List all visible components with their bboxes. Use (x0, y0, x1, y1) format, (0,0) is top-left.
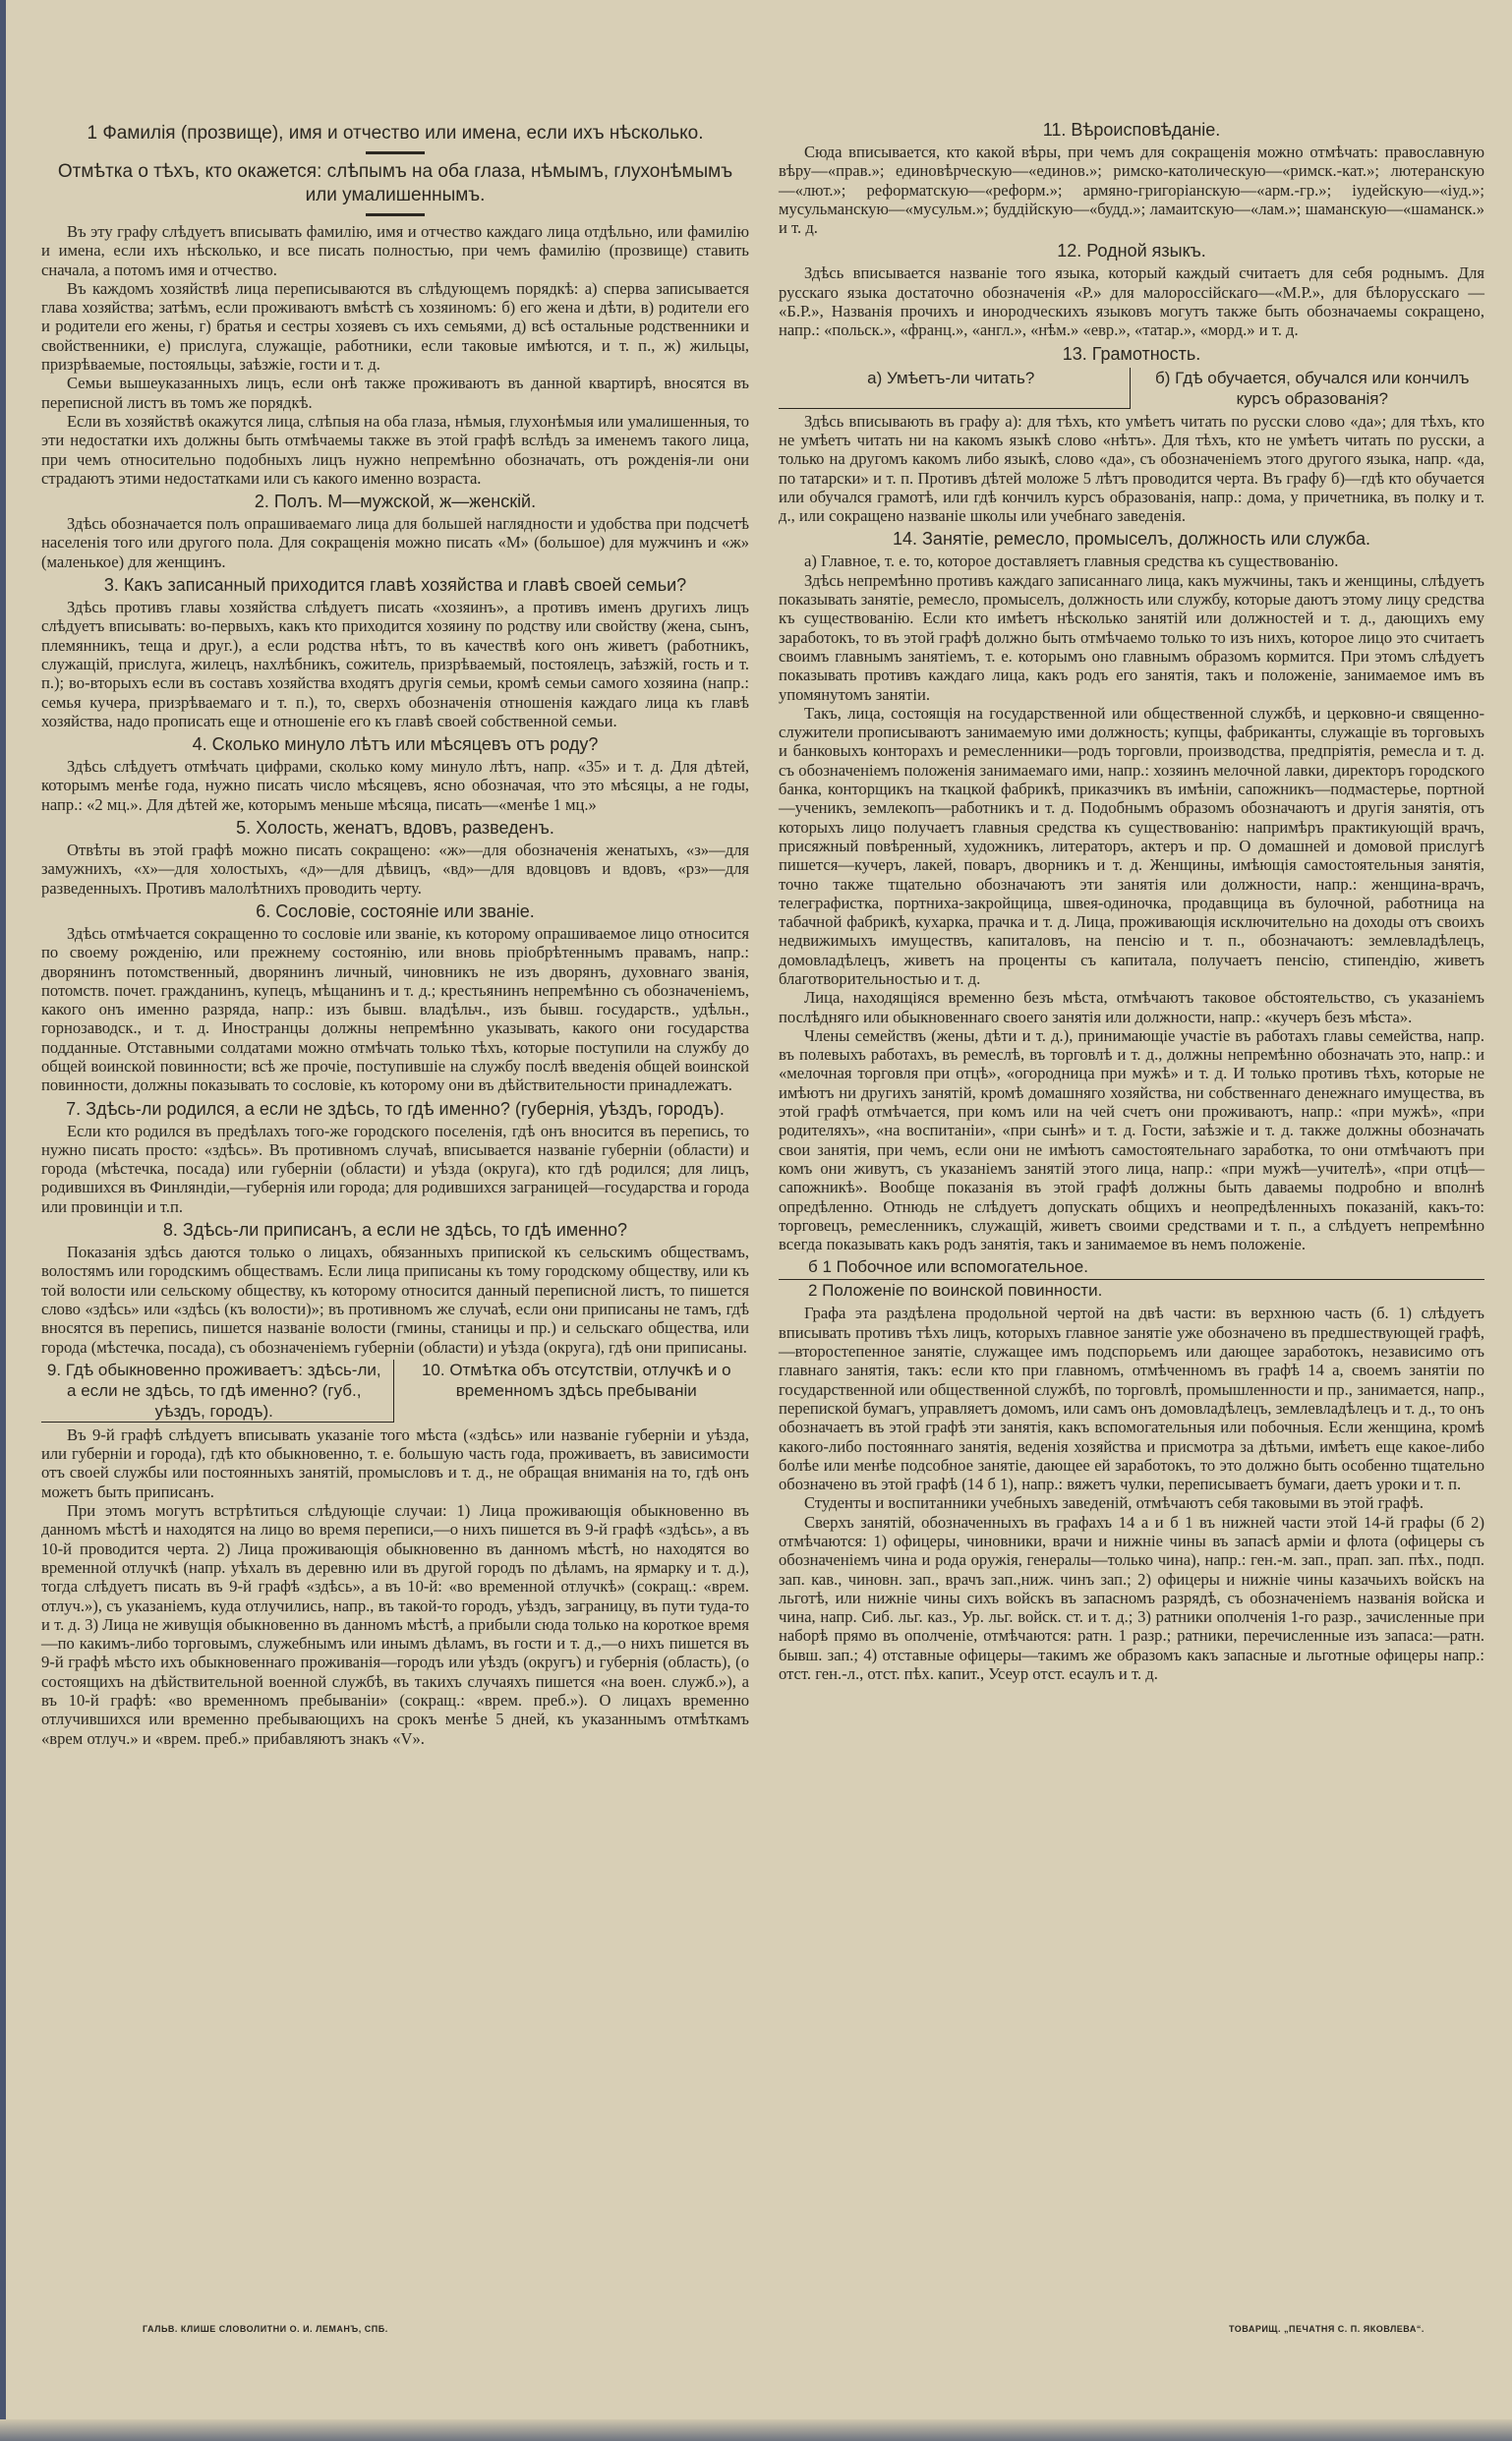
footer-right-imprint: ТОВАРИЩ. „ПЕЧАТНЯ С. П. ЯКОВЛЕВА“. (1229, 2324, 1425, 2334)
split-heading-part: б 1 Побочное или вспомогательное. (808, 1257, 1088, 1277)
split-heading-part: 2 Положеніе по воинской повинности. (779, 1279, 1484, 1301)
split-heading (779, 1256, 1484, 1301)
paragraph: Такъ, лица, состоящія на государственной или общественной службѣ, и церковно-и священно-служители прописываютъ занимаемую ими должность; купцы, фабриканты, служащіе въ торговыхъ и банковыхъ конторахъ и ремесленники—родъ торговли, производства, предпріятія, ремесла и т. д. съ обозначеніемъ положенія занимаемаго ими, напр.: хозяинъ мелочной лавки, директоръ городского банка, конторщикъ на ткацкой фабрикѣ, приказчикъ въ имѣніи, сапожникъ—подмастерье, портной—ученикъ, землекопъ—работникъ и т. д. Подобнымъ образомъ обозначаютъ и другія занятія, отъ которыхъ лицо получаетъ главныя средства къ существованію: напримѣръ практикующій врачъ, присяжный повѣренный, художникъ, литераторъ, актеръ и пр. О домашней и домовой прислугѣ пишется—кучеръ, лакей, поваръ, дворникъ и т. д. Женщины, имѣющія самостоятельныя занятія, точно также тщательно обозначаютъ эти занятія или должности, напр.: женщина-врачъ, телеграфистка, портниха-закройщица, швея-одиночка, продавщица въ булочной, работница на табачной фабрикѣ, кухарка, прачка и т. д. Лица, проживающія исключительно на доходы отъ своихъ недвижимыхъ имуществъ, капиталовъ, на пенсію и т. п., обозначаютъ: землевладѣлецъ, домовладѣлецъ, живетъ на проценты съ капитала, получаетъ пенсію, стипендію, живетъ благотворительностью и т. д. (779, 703, 1484, 988)
section-heading: 13. Грамотность. (1062, 343, 1201, 364)
section-heading: 12. Родной языкъ. (1057, 241, 1206, 262)
paragraph: Отвѣты въ этой графѣ можно писать сокращено: «ж»—для обозначенія женатыхъ, «з»—для замужнихъ, «х»—для холостыхъ, «д»—для дѣвицъ, «вд»—для вдовцовъ и вдовъ, «рз»—для разведенныхъ. Противъ малолѣтнихъ проводить черту. (41, 841, 749, 898)
section-heading: 4. Сколько минуло лѣтъ или мѣсяцевъ отъ роду? (192, 734, 599, 755)
split-heading-part: 10. Отмѣтка объ отсутствіи, отлучкѣ и о временномъ здѣсь пребываніи (421, 1360, 731, 1400)
paragraph: Въ эту графу слѣдуетъ вписывать фамилію, имя и отчество каждаго лица отдѣльно, или фамилію и имена, если ихъ нѣсколько, и все писать полностью, при чемъ фамилію (прозвище) ставить сначала, а потомъ имя и отчество. (41, 222, 749, 279)
paragraph: Члены семействъ (жены, дѣти и т. д.), принимающіе участіе въ работахъ главы семейства, напр. въ полевыхъ работахъ, въ ремеслѣ, въ торговлѣ и т. д., должны непремѣнно обозначать это, напр.: и «мелочная торговля при отцѣ», «огородница при мужѣ» и т. д. И только противъ тѣхъ, которые не имѣютъ ни другихъ занятій, кромѣ домашняго хозяйства, ни собственнаго денежнаго имущества, въ этой графѣ отмѣчается, при комъ или на чей счетъ они проживаютъ, напр.: «при мужѣ», «при родителяхъ», «на воспитаніи», «при сынѣ» и т. д. Гости, заѣзжіе и т. д. также должны обозначать свои занятія, при чемъ, если они не имѣютъ самостоятельнаго заработка, то они отмѣчаютъ при комъ они живутъ, съ указаніемъ занятій этого лица, напр.: «при мужѣ—учителѣ», «при отцѣ—сапожникѣ». Вообще показанія въ этой графѣ должны быть даваемы подробно и вполнѣ опредѣленно. Отнюдь не слѣдуетъ допускать общихъ и неопредѣленныхъ показаній, какъ-то: торговецъ, ремесленникъ, служащій, живетъ своими средствами и т. п., а слѣдуетъ непремѣнно всегда показывать какъ родъ занятія, такъ и занимаемое въ немъ положеніе. (779, 1025, 1484, 1254)
split-heading-part: б) Гдѣ обучается, обучался или кончилъ курсъ образованія? (1155, 368, 1470, 408)
paragraph: Здѣсь противъ главы хозяйства слѣдуетъ писать «хозяинъ», а противъ именъ другихъ лицъ слѣдуетъ вписывать: во-первыхъ, какъ кто приходится хозяину по родству или свойству (жена, сынъ, племянникъ, теща и друг.), а если родства нѣтъ, то въ качествѣ кого онъ живетъ (работникъ, служащій, прислуга, жилецъ, нахлѣбникъ, сожитель, призрѣваемый, постоялецъ, заѣзжій, гость и т. п.); во-вторыхъ если въ составъ хозяйства входятъ другія семьи, кромѣ семьи самого хозяина (напр.: семья кучера, призрѣваемаго и т. п.), то, сверхъ обозначенія отношенія каждаго лица къ главѣ хозяйства, надо прописать еще и отношеніе его къ главѣ своей собственной семьи. (41, 598, 749, 730)
section-heading: 14. Занятіе, ремесло, промыселъ, должность или служба. (893, 529, 1370, 550)
paragraph: Здѣсь вписывають въ графу а): для тѣхъ, кто умѣетъ читать по русски слово «да»; для тѣхъ, кто не умѣетъ читать ни на какомъ языкѣ слово «нѣтъ». Для тѣхъ, кто не умѣетъ читать по русски, а только на другомъ какомъ либо языкѣ, слово «да», съ обозначеніемъ этого другого языка, напр. «да, по татарски» и т. п. Противъ дѣтей моложе 5 лѣтъ проводится черта. Въ графу б)—гдѣ кто обучается или обучался грамотѣ, или гдѣ кончилъ курсъ образованія, напр.: дома, у причетника, въ полку и т. д., или сокращено названіе школы или учебнаго заведенія. (779, 411, 1484, 526)
section-heading: 3. Какъ записанный приходится главѣ хозяйства и главѣ своей семьи? (103, 575, 687, 596)
section-heading: 11. Вѣроисповѣданіе. (1042, 120, 1221, 140)
paragraph: Здѣсь слѣдуетъ отмѣчать цифрами, сколько кому минуло лѣтъ, напр. «35» и т. д. Для дѣтей, которымъ менѣе года, нужно писать число мѣсяцевъ, ясно обозначая, что это мѣсяцы, а не годы, напр.: «2 мц.». Для дѣтей же, которымъ меньше мѣсяца, писать—«менѣе 1 мц.» (41, 757, 749, 814)
paragraph: Въ каждомъ хозяйствѣ лица переписываются въ слѣдующемъ порядкѣ: а) сперва записывается глава хозяйства; затѣмъ, если проживаютъ вмѣстѣ съ хозяиномъ: б) его жена и дѣти, в) родители его и родители его жены, г) братья и сестры хозяевъ съ ихъ семьями, д) всѣ остальные родственники и свойственники, е) прислуга, служащіе, работники, если таковые имѣются, и т. п., ж) жильцы, призрѣваемые, постояльцы, заѣзжіе, гости и т. д. (41, 278, 749, 375)
paragraph: Если кто родился въ предѣлахъ того-же городского поселенія, гдѣ онъ вносится въ перепись, то нужно писать просто: «здѣсь». Въ противномъ случаѣ, вписывается названіе губерніи (области) и города (мѣстечка, посада) или губерніи (области) и уѣзда (округа), кто гдѣ родился; для лицъ, родившихся въ Финляндіи,—губернія или города; для родившихся заграницей—государства и города или провинціи и т.п. (41, 1121, 749, 1216)
paragraph: Лица, находящіяся временно безъ мѣста, отмѣчаютъ таковое обстоятельство, съ указаніемъ послѣдняго или обыкновеннаго своего занятія или должности, напр.: «кучеръ безъ мѣста». (779, 988, 1484, 1026)
scan-bottom-shadow (0, 2419, 1512, 2441)
paragraph: При этомъ могутъ встрѣтиться слѣдующіе случаи: 1) Лица проживающія обыкновенно въ данномъ мѣстѣ и находятся на лицо во время переписи,—о нихъ пишется въ 9-й графѣ «здѣсь», а въ 10-й проводится черта. 2) Лица проживающія обыкновенно въ данномъ мѣстѣ, но находятся во временной отлучкѣ (напр. уѣхалъ въ деревню или въ другой городъ по дѣламъ, на ярмарку и т. д.), тогда слѣдуетъ писать въ 9-й графѣ «здѣсь», а въ 10-й: «во временной отлучкѣ» (сокращ.: «врем. отлуч.»), съ указаніемъ, куда отлучились, напр., въ такой-то городъ, уѣздъ, заграницу, въ пути туда-то и т. д. 3) Лица не живущія обыкновенно въ данномъ мѣстѣ, а прибыли сюда только на короткое время—по какимъ-либо торговымъ, служебнымъ или инымъ дѣламъ, въ гости и т. д.,—о нихъ пишется въ 9-й графѣ мѣсто ихъ обыкновеннаго проживанія—городъ или уѣздъ (округъ) и губернія (область), (о состоящихъ на дѣйствительной военной службѣ, въ такихъ случаяхъ пишется «на воен. служб.»), а въ 10-й графѣ: «во временномъ пребываніи» (сокращ.: «врем. преб.»). О лицахъ временно отлучившихся или временно пребывающихъ на срокъ менѣе 5 дней, къ указаннымъ отмѣткамъ «врем отлуч.» и «врем. преб.» прибавляютъ знакъ «V». (41, 1501, 749, 1748)
divider (366, 151, 425, 154)
split-heading (779, 368, 1484, 409)
section-heading: 7. Здѣсь-ли родился, а если не здѣсь, то гдѣ именно? (губернія, уѣздъ, городъ). (66, 1098, 725, 1119)
paragraph: Семьи вышеуказанныхъ лицъ, если онѣ также проживаютъ въ данной квартирѣ, вносятся въ переписной листъ въ томъ же порядкѣ. (41, 374, 749, 412)
section-heading: 6. Сословіе, состояніе или званіе. (256, 901, 535, 921)
section-heading: 5. Холость, женатъ, вдовъ, разведенъ. (236, 818, 554, 839)
section-heading: 8. Здѣсь-ли приписанъ, а если не здѣсь, то гдѣ именно? (162, 1220, 628, 1241)
paragraph: Здѣсь непремѣнно противъ каждаго записаннаго лица, какъ мужчины, такъ и женщины, слѣдуетъ показывать занятіе, ремесло, промыселъ, должность или службу, которые даютъ этому лицу средства къ существованію. Если кто имѣетъ нѣсколько занятій или должностей и т. д., дающихъ ему заработокъ, то въ этой графѣ должно быть отмѣчаемо только то изъ нихъ, которое лицо это считаетъ своимъ главнымъ занятіемъ, т. е. которымъ оно главнымъ образомъ кормится. При этомъ слѣдуетъ показывать противъ каждаго лица, какъ родъ его занятія, такъ и положеніе, занимаемое имъ въ упомянутомъ занятіи. (779, 570, 1484, 704)
paragraph: а) Главное, т. е. то, которое доставляетъ главныя средства къ существованію. (804, 552, 1339, 571)
paragraph: Здѣсь отмѣчается сокращенно то сословіе или званіе, къ которому опрашиваемое лицо относится по своему рожденію, или прежнему состоянію, или вновь пріобрѣтеннымъ правамъ, напр.: дворянинъ потомственный, дворянинъ личный, чиновникъ не изъ дворянъ, духовнаго званія, потомств. почет. гражданинъ, купецъ, мѣщанинъ и т. д.; крестьянинъ непремѣнно съ обозначеніемъ, какого онъ именно разряда, напр.: изъ бывш. владѣльч., изъ бывш. государств., удѣльн., горнозаводск., и т. д. Иностранцы должны непремѣнно указывать, какого они государства подданные. Отставными солдатами можно отмѣчать только тѣхъ, которые поступили на службу до общей воинской повинности; всѣ же прочіе, поступившіе на службу послѣ введенія общей воинской повинности, должны показывать то сословіе, къ которому они въ дѣйствительности принадлежатъ. (41, 923, 749, 1095)
section-heading: 2. Полъ. М—мужской, ж—женскій. (254, 492, 537, 512)
left-column (41, 116, 749, 1748)
divider (366, 213, 425, 216)
paragraph: Здѣсь обозначается полъ опрашиваемаго лица для большей наглядности и удобства при подсчетѣ населенія того или другого пола. Для сокращенія можно писать «М» (большое) для мужчинъ и «ж» (маленькое) для женщинъ. (41, 514, 749, 571)
paragraph: Показанія здѣсь даются только о лицахъ, обязанныхъ припиской къ сельскимъ обществамъ, волостямъ или городскимъ обществамъ. Если лица приписаны къ тому городскому обществу, или къ той волости или сельскому обществу, къ которому относится данный переписной листъ, то пишется слово «здѣсь» или «здѣсь (къ волости)»; въ противномъ же случаѣ, если они приписаны не тамъ, гдѣ вносятся въ перепись, пишется названіе волости (гмины, станицы и пр.) и сельскаго общества, или города (мѣстечка, посада), съ обозначеніемъ губерніи (области) и уѣзда (округа), гдѣ они приписаны. (41, 1243, 749, 1357)
scan-edge (0, 0, 6, 2441)
paragraph: Если въ хозяйствѣ окажутся лица, слѣпыя на оба глаза, нѣмыя, глухонѣмыя или умалишенныя, то эти недостатки ихъ должны быть отмѣчаемы также въ этой графѣ вслѣдъ за именемъ такого лица, при чемъ относительно подобныхъ лицъ нужно непремѣнно обозначать, отъ рожденія-ли они страдаютъ этими недостатками или съ какого именно возраста. (41, 411, 749, 488)
paragraph: Студенты и воспитанники учебныхъ заведеній, отмѣчаютъ себя таковыми въ этой графѣ. (804, 1493, 1424, 1513)
right-column (779, 116, 1484, 1683)
split-heading-part: а) Умѣетъ-ли читать? (779, 368, 1131, 409)
paragraph: Сверхъ занятій, обозначенныхъ въ графахъ 14 а и б 1 въ нижней части этой 14-й графы (б 2) отмѣчаются: 1) офицеры, чиновники, врачи и нижніе чины въ запасѣ арміи и флота (офицеры съ обозначеніемъ чина и рода оружія, генералы—только чина), напр.: ген.-м. зап., прап. зап. пѣх., подп. зап. кав., чиновн. зап., врачъ зап.,ниж. чинъ зап.; 2) офицеры и нижніе чины казачьихъ войскъ на льготѣ, или нижніе чины сихъ войскъ въ запасномъ разрядѣ, съ обозначеніемъ названія войска и чина, напр. Сиб. льг. каз., Ур. льг. войск. ст. и т. д.; 3) ратники ополченія 1-го разр., зачисленные при наборѣ прямо въ ополченіе, отмѣчаются: ратн. 1 разр.; ратники, перечисленные изъ запаса:—ратн. бывш. зап.; 4) отставные офицеры—такимъ же образомъ какъ запасные и льготные офицеры напр.: отст. ген.-л., отст. пѣх. капит., Усеур отст. есаулъ и т. д. (779, 1512, 1484, 1684)
section-heading: 1 Фамилія (прозвище), имя и отчество или имена, если ихъ нѣсколько. (87, 123, 704, 144)
split-heading (41, 1360, 749, 1423)
paragraph: Графа эта раздѣлена продольной чертой на двѣ части: въ верхнюю часть (б. 1) слѣдуетъ вписывать противъ тѣхъ лицъ, которыхъ главное занятіе уже обозначено въ предшествующей графѣ,—второстепенное занятіе, служащее имъ подспорьемъ или дающее заработокъ, независимо отъ главнаго занятія, такъ: если кто при главномъ, отмѣченномъ въ графѣ 14 а, своемъ занятіи по государственной или общественной службѣ, по торговлѣ, промышленности и пр., занимается, напр., перепиской бумагъ, управляетъ домомъ, или самъ онъ домовладѣлецъ, землевладѣлецъ и т. д., то онъ обозначаетъ въ этой графѣ эти занятія, какъ вспомогательныя или побочныя. Если женщина, кромѣ какого-либо постояннаго занятія, веденія хозяйства и присмотра за дѣтьми, имѣетъ еще какое-либо болѣе или менѣе подсобное занятіе, дающее ей заработокъ, то это должно быть особенно тщательно обозначено въ этой графѣ (14 б 1), напр.: вяжетъ чулки, переписываетъ бумаги, даетъ уроки и т. п. (779, 1304, 1484, 1494)
split-heading-part: 9. Гдѣ обыкновенно проживаетъ: здѣсь-ли, а если не здѣсь, то гдѣ именно? (губ., уѣздъ, городъ). (41, 1360, 394, 1423)
paragraph: Здѣсь вписывается названіе того языка, который каждый считаетъ для себя роднымъ. Для русскаго языка достаточно обозначенія «Р.» для малороссійскаго—«М.Р.», для бѣлорусскаго — «Б.Р.», Названія прочихъ и инородческихъ языковъ могутъ также быть обозначаемы сокращено, напр.: «польск.», «франц.», «англ.», «нѣм.» «евр.», «татар.», «морд.» и т. д. (779, 263, 1484, 340)
footer-left-imprint: ГАЛЬВ. КЛИШЕ СЛОВОЛИТНИ О. И. ЛЕМАНЪ, СПБ. (143, 2324, 388, 2334)
paragraph: Сюда вписывается, кто какой вѣры, при чемъ для сокращенія можно отмѣчать: православную вѣру—«прав.»; единовѣрческую—«единов.»; римско-католическую—«римск.-кат.»; лютеранскую—«лют.»; реформатскую—«реформ.»; армяно-григоріанскую—«арм.-гр.»; іудейскую—«іуд.»; мусульманскую—«мусульм.»; буддійскую—«будд.»; ламаитскую—«лам.»; шаманскую—«шаманск.» и т. д. (779, 143, 1484, 238)
section-heading: Отмѣтка о тѣхъ, кто окажется: слѣпымъ на оба глаза, нѣмымъ, глухонѣмымъ или умалишеннымъ. (57, 161, 733, 205)
paragraph: Въ 9-й графѣ слѣдуетъ вписывать указаніе того мѣста («здѣсь» или названіе губерніи и уѣзда, или губерніи и города), гдѣ кто обыкновенно, т. е. большую часть года, проживаетъ, въ зависимости отъ своей службы или постоянныхъ занятій, промысловъ и т. д., не обращая вниманія на то, гдѣ онъ можетъ быть приписанъ. (41, 1424, 749, 1501)
